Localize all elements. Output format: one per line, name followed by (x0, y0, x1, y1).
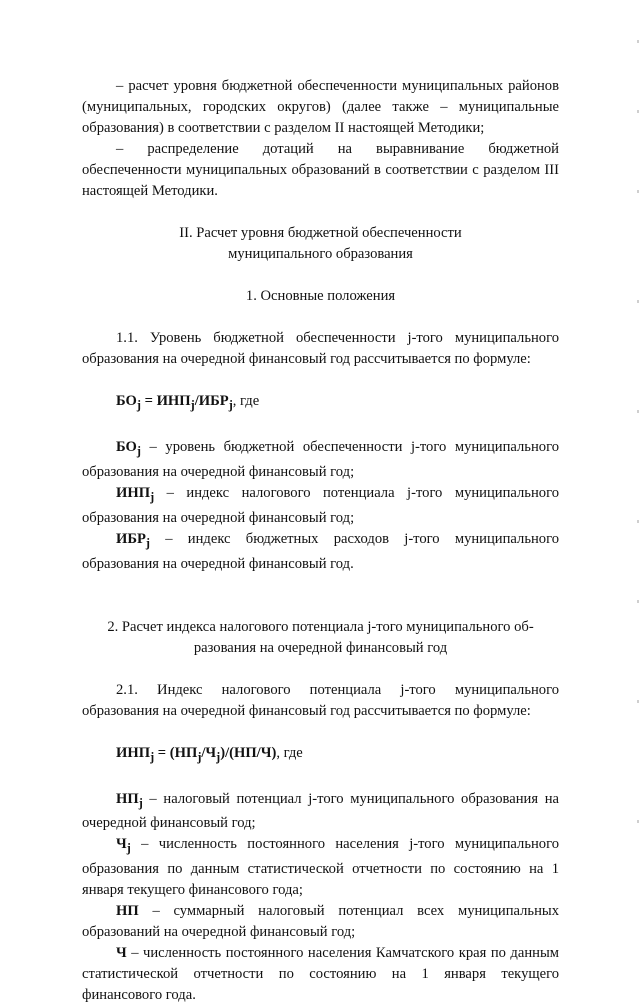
intro-item-2: – распределение дотаций на выравнивание бюджетной обеспеченности муниципальных образований в соответствии с разделом III настоящей Методики. (82, 141, 559, 199)
formula-inp: $ИНП_j = (НП_j/Ч_j)/(НП/Ч)$, где (116, 744, 303, 764)
subsection-2-title-line-2: разования на очередной финансовый год (193, 639, 448, 656)
section-title-line-2: муниципального образования (228, 246, 413, 262)
subsection-2-title-line-1: 2. Расчет индекса налогового потенциала j-того муниципального об- (107, 618, 534, 635)
definition-ch-total: Ч – численность постоянного населения Камчатского края по данным статистической отчетности по состоянию на 1 января текущего финансового года. (82, 945, 559, 1004)
subsection-2-paragraph: 2.1. Индекс налогового потенциала j-того муниципального образования на очередной финансовый год рассчитывается по формуле: (82, 681, 559, 719)
scan-edge-marks (637, 0, 639, 905)
definition-np-j: $НП_j$ – налоговый потенциал j-того муниципального образования на очередной финансовый год; (82, 790, 559, 832)
definition-np-total: НП – суммарный налоговый потенциал всех муниципальных образований на очередной финансовый год; (82, 903, 559, 941)
definition-bo: $БО_j$ – уровень бюджетной обеспеченности j-того муниципального образования на очередной финансовый год; (82, 438, 559, 480)
intro-item-1: – расчет уровня бюджетной обеспеченности муниципальных районов (муниципальных, городских округов) (далее также – муниципальные образования) в соответствии с разделом II настоящей Методики; (82, 78, 559, 136)
definition-ibr: $ИБР_j$ – индекс бюджетных расходов j-того муниципального образования на очередной финансовый год. (82, 530, 559, 572)
section-title-line-1: II. Расчет уровня бюджетной обеспеченности (179, 225, 462, 241)
subsection-1-paragraph: 1.1. Уровень бюджетной обеспеченности j-того муниципального образования на очередной финансовый год рассчитывается по формуле: (82, 330, 559, 367)
subsection-1-title: 1. Основные положения (245, 288, 396, 304)
document-page (82, 76, 559, 1006)
formula-bo: $БО_j = ИНП_j/ИБР_j$, где (116, 393, 260, 412)
definition-ch-j: $Ч_j$ – численность постоянного населения j-того муниципального образования по данным статистической отчетности по состоянию на 1 января текущего финансового года; (82, 836, 559, 899)
definition-inp: $ИНП_j$ – индекс налогового потенциала j-того муниципального образования на очередной финансовый год; (82, 484, 559, 526)
